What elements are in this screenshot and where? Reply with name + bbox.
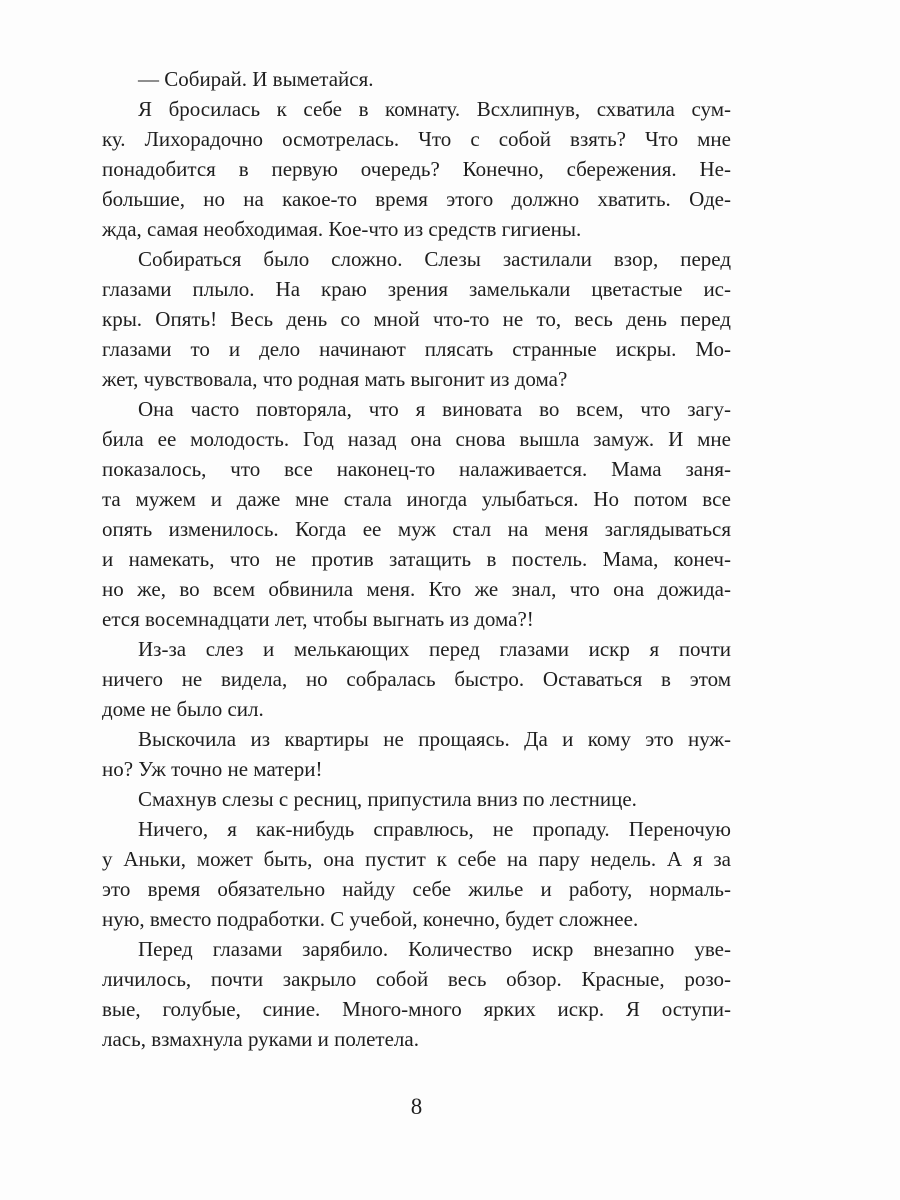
text-line: но же, во всем обвинила меня. Кто же знал, что она дожида- [102, 577, 731, 601]
text-line: Выскочила из квартиры не прощаясь. Да и кому это нуж- [138, 727, 731, 751]
paragraph [102, 244, 731, 394]
paragraph [102, 814, 731, 934]
text-line: ную, вместо подработки. С учебой, конечно, будет сложнее. [102, 907, 639, 931]
paragraph [102, 934, 731, 1054]
text-line: большие, но на какое-то время этого должно хватить. Оде- [102, 187, 731, 211]
paragraph [102, 394, 731, 634]
text-line: Смахнув слезы с ресниц, припустила вниз по лестнице. [138, 787, 637, 811]
text-line: ется восемнадцати лет, чтобы выгнать из дома?! [102, 607, 534, 631]
text-line: и намекать, что не против затащить в постель. Мама, конеч- [102, 547, 731, 571]
text-line: Она часто повторяла, что я виновата во всем, что загу- [138, 397, 731, 421]
text-line: понадобится в первую очередь? Конечно, сбережения. Не- [102, 157, 731, 181]
text-line: — Собирай. И выметайся. [138, 67, 374, 91]
page-number: 8 [410, 1094, 423, 1119]
text-line: Я бросилась к себе в комнату. Всхлипнув, схватила сум- [138, 97, 731, 121]
paragraph [102, 64, 731, 94]
text-line: жет, чувствовала, что родная мать выгонит из дома? [102, 367, 568, 391]
text-line: та мужем и даже мне стала иногда улыбаться. Но потом все [102, 487, 731, 511]
text-line: глазами плыло. На краю зрения замелькали цветастые ис- [102, 277, 731, 301]
text-line: у Аньки, может быть, она пустит к себе на пару недель. А я за [102, 847, 731, 871]
paragraph [102, 784, 731, 814]
text-line: била ее молодость. Год назад она снова вышла замуж. И мне [102, 427, 731, 451]
text-line: лась, взмахнула руками и полетела. [102, 1027, 419, 1051]
text-line: Ничего, я как-нибудь справлюсь, не пропаду. Переночую [138, 817, 731, 841]
text-line: показалось, что все наконец-то налаживается. Мама заня- [102, 457, 731, 481]
text-line: но? Уж точно не матери! [102, 757, 323, 781]
text-line: жда, самая необходимая. Кое-что из средств гигиены. [102, 217, 582, 241]
text-line: Из-за слез и мелькающих перед глазами искр я почти [138, 637, 731, 661]
text-line: опять изменилось. Когда ее муж стал на меня заглядываться [102, 517, 731, 541]
text-line: это время обязательно найду себе жилье и работу, нормаль- [102, 877, 731, 901]
text-line: ку. Лихорадочно осмотрелась. Что с собой взять? Что мне [102, 127, 731, 151]
text-line: вые, голубые, синие. Много-много ярких искр. Я оступи- [102, 997, 731, 1021]
paragraph [102, 634, 731, 724]
text-line: личилось, почти закрыло собой весь обзор. Красные, розо- [102, 967, 731, 991]
text-line: кры. Опять! Весь день со мной что-то не то, весь день перед [102, 307, 731, 331]
paragraph [102, 724, 731, 784]
text-line: ничего не видела, но собралась быстро. Оставаться в этом [102, 667, 731, 691]
paragraph [102, 94, 731, 244]
text-line: глазами то и дело начинают плясать странные искры. Мо- [102, 337, 731, 361]
text-line: Перед глазами зарябило. Количество искр внезапно уве- [138, 937, 731, 961]
text-block [102, 64, 731, 1054]
text-line: Собираться было сложно. Слезы застилали взор, перед [138, 247, 731, 271]
text-line: доме не было сил. [102, 697, 264, 721]
